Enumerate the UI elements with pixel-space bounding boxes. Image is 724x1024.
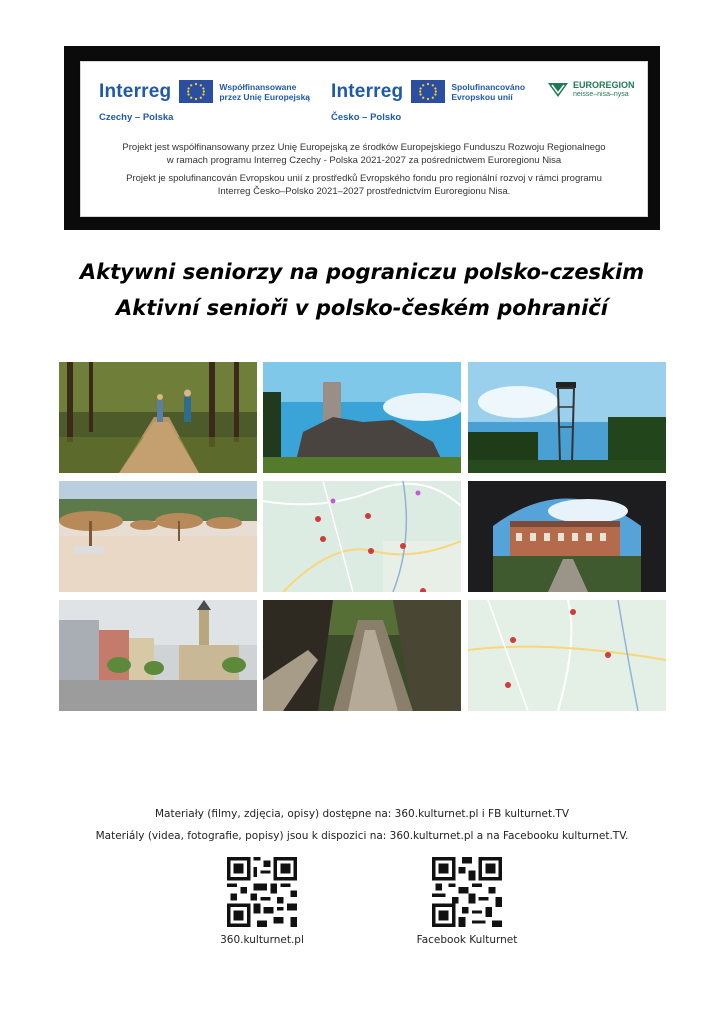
funding-banner <box>80 61 648 217</box>
eu-cofinanced-text-pl: Współfinansowane przez Unię Europejską <box>219 81 311 102</box>
interreg-logo-pl <box>99 80 310 103</box>
euroregion-emblem-icon <box>547 80 569 100</box>
town-square-photo <box>59 600 257 711</box>
rock-tower-photo <box>263 362 461 473</box>
title-czech: Aktivní senioři v polsko-českém pohraničí <box>116 296 608 320</box>
interreg-wordmark: Interreg <box>99 80 172 102</box>
route-map-1 <box>263 481 461 592</box>
region-label-pl: Czechy – Polska <box>99 112 174 123</box>
interreg-logo-cz <box>331 80 525 103</box>
region-label-cz: Česko – Polsko <box>331 112 402 123</box>
eu-flag-icon <box>411 80 445 103</box>
route-map-2 <box>468 600 666 711</box>
euroregion-name: EUROREGION <box>573 80 635 90</box>
funding-text-pl: Projekt jest współfinansowany przez Unię Europejską ze środków Europejskiego Funduszu Rozwoju Regionalnego w ramach programu Interreg Czechy - Polska 2021-2027 za pośrednictwem Euroregionu Nisa <box>122 142 606 166</box>
title-polish: Aktywni seniorzy na pograniczu polsko-czeskim <box>79 260 645 284</box>
river-gorge-photo <box>263 600 461 711</box>
observation-tower-photo <box>468 362 666 473</box>
euroregion-logo <box>547 80 635 100</box>
beach-umbrellas-photo <box>59 481 257 592</box>
qr-label-360: 360.kulturnet.pl <box>220 934 304 946</box>
manor-through-arch-photo <box>468 481 666 592</box>
eu-cofinanced-text-cz: Spolufinancováno Evropskou unií <box>451 81 526 102</box>
forest-path-photo <box>59 362 257 473</box>
qr-label-facebook: Facebook Kulturnet <box>416 934 518 946</box>
qr-code-360-kulturnet[interactable] <box>227 857 297 927</box>
eu-flag-icon <box>179 80 213 103</box>
materials-text-polish: Materiały (filmy, zdjęcia, opisy) dostępne na: 360.kulturnet.pl i FB kulturnet.TV <box>154 808 570 820</box>
qr-code-facebook-kulturnet[interactable] <box>432 857 502 927</box>
funding-text-cz: Projekt je spolufinancován Evropskou unií z prostředků Evropského fondu pro regionální rozvoj v rámci programu Interreg Česko–Polsko 2021–2027 prostřednictvím Euroregionu Nisa. <box>126 173 602 197</box>
materials-text-czech: Materiály (videa, fotografie, popisy) jsou k dispozici na: 360.kulturnet.pl a na Facebooku kulturnet.TV. <box>95 830 629 842</box>
interreg-wordmark: Interreg <box>331 80 404 102</box>
euroregion-sub: neisse–nisa–nysa <box>573 91 629 98</box>
